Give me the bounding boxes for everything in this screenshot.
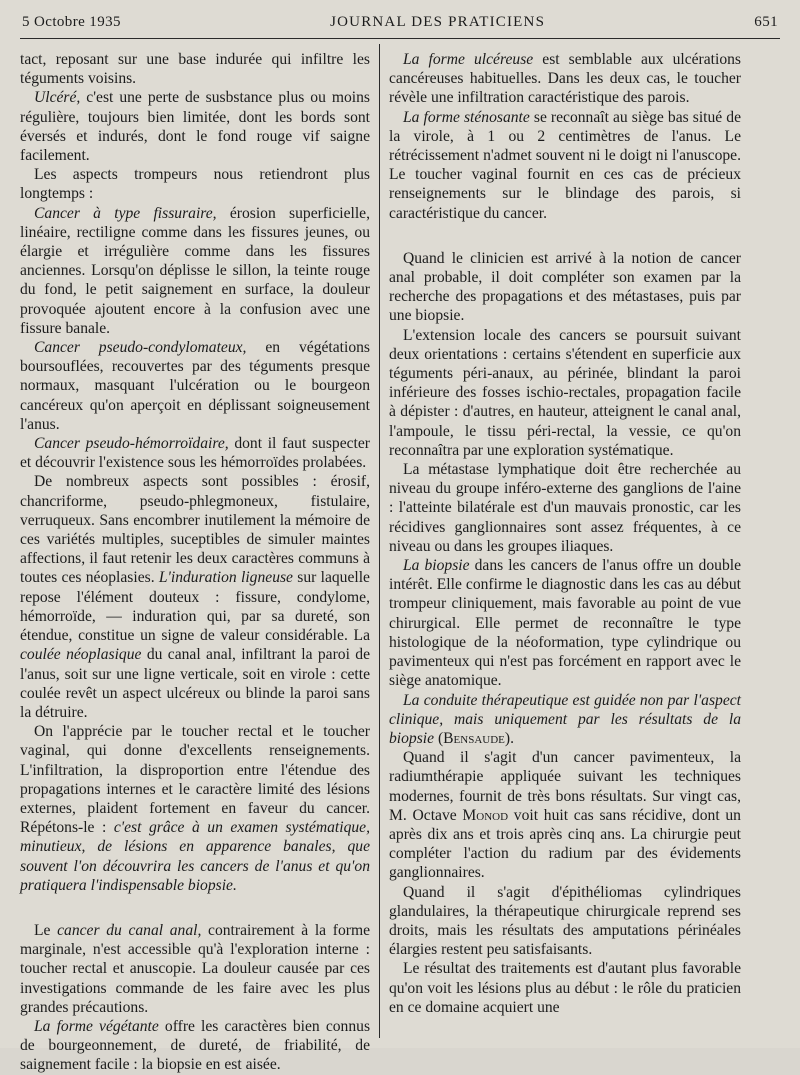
right-column (389, 50, 741, 1017)
issue-date: 5 Octobre 1935 (22, 14, 121, 30)
paragraph: La métastase lymphatique doit être recherchée au niveau du groupe inféro-externe des ganglions de l'aine : l'atteinte bilatérale est d'un mauvais pronostic, car les récidives ganglionnaires sont assez fréquentes, à ce niveau ou dans les groupes iliaques. (389, 461, 741, 555)
paragraph: tact, reposant sur une base indurée qui infiltre les téguments voisins. (20, 51, 370, 88)
paragraph: La biopsie dans les cancers de l'anus offre un double intérêt. Elle confirme le diagnostic dans les cas au début trompeur cliniquement, mais favorable au point de vue chirurgical. Elle permet de reconnaître le type histologique de la néoformation, type cylindrique ou pavimenteux qui n'est pas forcément en rapport avec le siège anatomique. (389, 557, 741, 690)
paragraph: Quand il s'agit d'épithéliomas cylindriques glandulaires, la thérapeutique chirurgicale reprend ses droits, mais les résultats des amputations périnéales élargies restent peu satisfaisants. (389, 883, 741, 959)
paragraph: Le cancer du canal anal, contrairement à la forme marginale, n'est accessible qu'à l'exploration interne : toucher rectal et anuscopie. La douleur causée par ces investigations commande de les faire avec les plus grandes précautions. (20, 921, 370, 1016)
paragraph: La conduite thérapeutique est guidée non par l'aspect clinique, mais uniquement par les résultats de la biopsie (Bensaude). (389, 691, 741, 747)
left-column (20, 50, 370, 1075)
paragraph: L'extension locale des cancers se poursuit suivant deux orientations : certains s'étendent en superficie aux téguments péri-anaux, au périnée, blindant la paroi inférieure des fosses ischio-rectales, propagation facile à dépister : d'autres, en hauteur, atteignent le canal anal, l'ampoule, le tissu péri-rectal, la vessie, ce qu'on reconnaîtra par une exploration systématique. (389, 326, 741, 459)
paragraph: Cancer pseudo-hémorroïdaire, dont il faut suspecter et découvrir l'existence sous les hémorroïdes prolabées. (20, 435, 371, 472)
paragraph: Les aspects trompeurs nous retiendront plus longtemps : (20, 166, 370, 203)
paragraph: La forme ulcéreuse est semblable aux ulcérations cancéreuses habituelles. Dans les deux cas, le toucher révèle une infiltration caractéristique des parois. (389, 51, 741, 107)
paragraph: Cancer pseudo-condylomateux, en végétations boursouflées, recouvertes par des téguments presque normaux, masquant l'ulcération ou le bourgeon cancéreux qu'on aperçoit en déplissant soigneusement l'anus. (20, 339, 370, 433)
paragraph: Quand il s'agit d'un cancer pavimenteux, la radiumthérapie appliquée suivant les techniques modernes, fournit de très bons résultats. Sur vingt cas, M. Octave Monod voit huit cas sans récidive, dont un après dix ans et trois après cinq ans. La chirurgie peut compléter l'action du radium par des évidements ganglionnaires. (389, 749, 741, 882)
journal-title: JOURNAL DES PRATICIENS (330, 14, 546, 30)
column-divider (379, 44, 380, 1038)
header-rule (20, 38, 780, 39)
paragraph: Ulcéré, c'est une perte de susbstance plus ou moins régulière, toujours bien limitée, dont les bords sont éversés et indurés, dont le fond rouge vif saigne facilement. (20, 89, 370, 165)
paragraph: Le résultat des traitements est d'autant plus favorable qu'on voit les lésions plus au début : le rôle du praticien en ce domaine acquiert une (389, 960, 741, 1016)
paragraph: La forme sténosante se reconnaît au siège bas situé de la virole, à 1 ou 2 centimètres de l'anus. Le rétrécissement n'admet souvent ni le doigt ni l'anuscope. Le toucher vaginal fournit en ces cas de précieux renseignements sur le blindage des parois, si caractéristique du cancer. (389, 108, 741, 222)
running-header (22, 14, 778, 38)
paragraph: Quand le clinicien est arrivé à la notion de cancer anal probable, il doit compléter son examen par la recherche des propagations et des métastases, puis par une biopsie. (389, 249, 741, 325)
paragraph: De nombreux aspects sont possibles : érosif, chancriforme, pseudo-phlegmoneux, fistulaire, verruqueux. Sans encombrer inutilement la mémoire de ces variétés multiples, suceptibles de simuler maintes affections, il faut retenir les deux caractères communs à toutes ces néoplasies. L'induration ligneuse sur laquelle repose l'élément douteux : fissure, condylome, hémorroïde, — induration qui, par sa dureté, son étendue, constitue un signe de valeur considérable. La coulée néoplasique du canal anal, infiltrant la paroi de l'anus, soit sur une ligne verticale, soit en virole : cette coulée revêt un aspect ulcéreux ou blinde la paroi sans la détruire. (20, 473, 370, 721)
page-number: 651 (754, 14, 778, 30)
paragraph: On l'apprécie par le toucher rectal et le toucher vaginal, qui donne d'excellents renseignements. L'infiltration, la disproportion entre l'étendue des propagations internes et le caractère limité des lésions externes, plaident fortement en faveur du cancer. Répétons-le : c'est grâce à un examen systématique, minutieux, de lésions en apparence banales, que souvent l'on découvrira les cancers de l'anus et qu'on pratiquera l'indispensable biopsie. (20, 723, 370, 894)
paragraph: Cancer à type fissuraire, érosion superficielle, linéaire, rectiligne comme dans les fissures jeunes, ou élargie et irrégulière comme dans les fissures anciennes. Lorsqu'on déplisse le sillon, la teinte rouge du fond, le petit saignement en surface, la douleur provoquée ajoutent encore à la confusion avec une fissure banale. (20, 204, 370, 337)
paragraph: La forme végétante offre les caractères bien connus de bourgeonnement, de dureté, de friabilité, de saignement facile : la biopsie en est aisée. (20, 1017, 371, 1074)
